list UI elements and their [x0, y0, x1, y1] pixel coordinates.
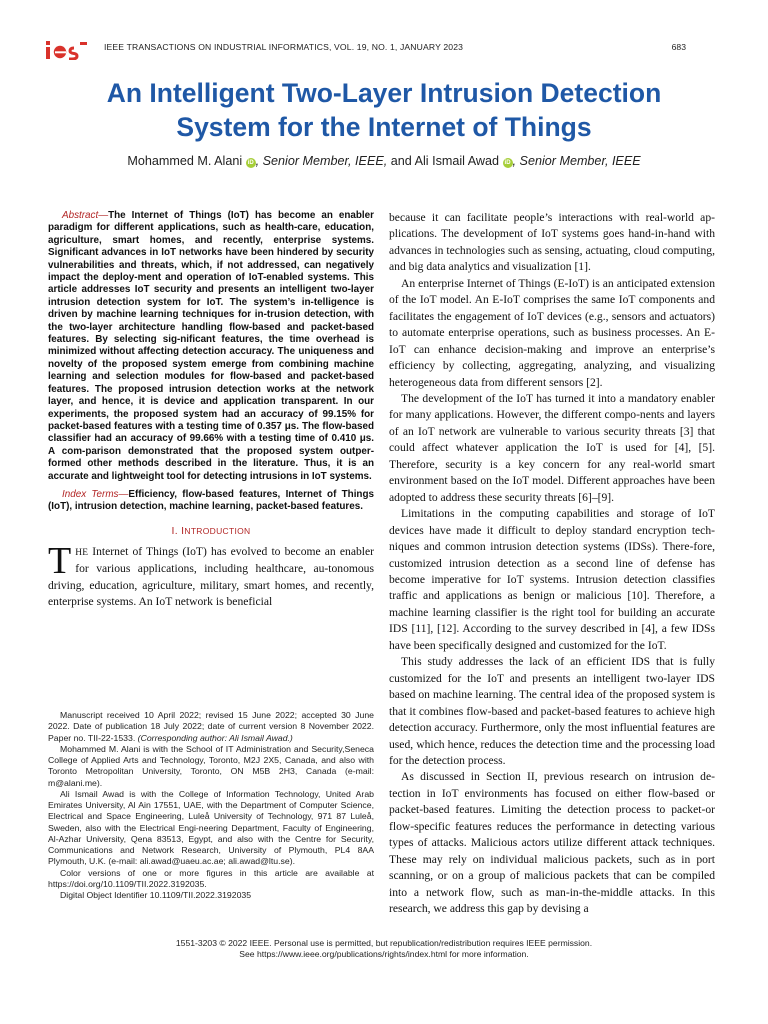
paragraph: As discussed in Section II, previous research on intrusion de-tection in IoT environments has focused on either flow-based or packet-based features. Limiting the detection process to packet-or flow-specific features reduces the performance in detecting various types of attacks. Malicious actors utilize different attack techniques. These may rely on individual malicious packets, such as in port scanning, or on a group of malicious packets that can be compiled into a network flow, such as man-in-the-middle attacks. In this research, we address this gap by devising a — [389, 770, 715, 916]
title-line-2: System for the Internet of Things — [176, 112, 592, 142]
author-conjunction: and — [387, 154, 415, 168]
author-name-2: Ali Ismail Awad — [414, 154, 500, 168]
title-line-1: An Intelligent Two-Layer Intrusion Detection — [106, 78, 662, 108]
intro-text: Internet of Things (IoT) has evolved to become an enabler for various applications, including healthcare, au-tonomous driving, education, agriculture, military, smart homes, and recently, enterprise systems. An IoT network is beneficial — [48, 544, 374, 609]
author-role-2: , Senior Member, IEEE — [512, 154, 641, 168]
paragraph: because it can facilitate people’s interactions with real-world ap-plications. The development of IoT systems goes hand-in-hand with advances in technologies such as sensing, actuating, cloud computing, and big data analytics and visualization [1]. — [389, 211, 715, 274]
copyright-line: 1551-3203 © 2022 IEEE. Personal use is permitted, but republication/redistribution requires IEEE permission. — [175, 938, 593, 948]
journal-name: IEEE TRANSACTIONS ON INDUSTRIAL INFORMATICS, VOL. 19, NO. 1, JANUARY 2023 — [104, 42, 464, 52]
section-number: I. — [171, 524, 182, 537]
author-name-1: Mohammed M. Alani — [127, 154, 243, 168]
paragraph: The development of the IoT has turned it into a mandatory enabler for many applications. However, the different compo-nents and layers of an IoT network are vulnerable to various security threats [3] that could affect whatever application the IoT is used for [4], [5]. Therefore, security is a key concern for any real-world smart environment based on the IoT model. Different approaches have been adopted to address these security threats [6]–[9]. — [389, 391, 715, 504]
footnote-manuscript — [48, 710, 374, 744]
left-column — [48, 210, 374, 611]
first-page-footnote — [48, 710, 374, 901]
drop-cap: T — [48, 539, 72, 582]
abstract-label: Abstract— — [62, 210, 109, 221]
section-title-initial: I — [181, 524, 185, 537]
orcid-icon[interactable]: iD — [247, 160, 254, 166]
index-terms-label: Index Terms— — [62, 488, 129, 500]
footnote-doi: Digital Object Identifier 10.1109/TII.2022.3192035 — [60, 890, 252, 900]
footnote-color-versions: Color versions of one or more figures in this article are available at https://doi.org/10.1109/TII.2022.3192035. — [48, 867, 374, 889]
index-terms-text: Efficiency, flow-based features, Internet of Things (IoT), intrusion detection, machine learning, packet-based features. — [48, 488, 374, 513]
paper-title — [40, 76, 728, 144]
section-heading — [48, 525, 374, 537]
ies-logo — [46, 40, 88, 60]
index-terms — [48, 489, 374, 514]
footnote-affiliation-2: Ali Ismail Awad is with the College of Information Technology, United Arab Emirates University, Al Ain 17551, UAE, with the Department of Computer Science, Electrical and Space Engineering, Luleå University of Technology, 971 87 Luleå, Sweden, also with the Electrical Engi-neering Department, Faculty of Engineering, Al-Azhar University, Qena 83513, Egypt, and also with the Centre for Security, Communications and Network Research, University of Plymouth, PL4 8AA Plymouth, U.K. (e-mail: ali.awad@uaeu.ac.ae; ali.awad@ltu.se). — [48, 788, 374, 867]
rights-link[interactable]: See https://www.ieee.org/publications/rights/index.html for more information. — [239, 949, 529, 959]
paragraph: This study addresses the lack of an efficient IDS that is fully customized for the IoT and presents an intelligent two-layer IDS based on machine learning. The central idea of the proposed system is that it combines flow-based and packet-based features to achieve high detection accuracy. Furthermore, only the most influential features are used, which hence, reduces the detection time and the processing load for the detection process. — [389, 655, 715, 767]
copyright-footer — [0, 938, 768, 960]
footnote-dates: Manuscript received 10 April 2022; revised 15 June 2022; accepted 30 June 2022. Date of publication 18 July 2022; date of current version 8 November 2022. Paper no. TII-22-1533. — [48, 710, 374, 743]
intro-paragraph — [48, 539, 374, 611]
right-column — [389, 210, 715, 917]
paragraph: Limitations in the computing capabilities and storage of IoT devices have made it difficult to deploy standard encryption tech-niques and common intrusion detection systems (IDSs). There-fore, customized intrusion detection as a second line of defense has become imperative for IoT systems. Intrusion detection classifies traffic and applications as benign or malicious [10]. Therefore, a machine learning classifier is the right tool for building an accurate IDS [11], [12]. According to the survey described in [4], a few IDSs have been specifically designed and customized for the IoT. — [389, 507, 715, 652]
abstract-text: The Internet of Things (IoT) has become an enabler paradigm for different applications, such as health-care, education, agriculture, smart homes, and recently, enterprise systems. Significant advances in IoT networks have been hindered by security vulnerabilities and threats, which, if not addressed, can negatively impact the deploy-ment and operation of IoT-enabled systems. This article addresses IoT security and presents an intelligent two-layer intrusion detection system for IoT. The system’s in-telligence is driven by machine learning techniques for in-trusion detection, with the two-layer architecture handling flow-based and packet-based features. By selecting sig-nificant features, the time overhead is minimized without affecting detection accuracy. The uniqueness and novelty of the proposed system emerge from combining machine learning and selection modules for flow-based and packet-based features. The proposed intrusion detection works at the network layer, and hence, it is device and application transparent. In our experiments, the proposed system had an accuracy of 99.15% for packet-based features with a testing time of 0.357 μs. The flow-based classifier had an accuracy of 99.66% with a testing time of 0.410 μs. A com-parison demonstrated that the proposed system outper-formed other methods described in the literature. Thus, it is an accurate and lightweight tool for detecting intrusions in IoT systems. — [48, 210, 374, 482]
orcid-icon[interactable]: iD — [504, 160, 511, 166]
author-role-1: , Senior Member, IEEE, — [255, 154, 388, 168]
intro-smallcaps: HE — [75, 547, 89, 558]
author-line — [40, 154, 728, 168]
paragraph: An enterprise Internet of Things (E-IoT) is an anticipated extension of the IoT model. An E-IoT comprises the same IoT components and facilitates the engagement of IoT devices (e.g., sensors and actuators) to automate enterprise operations, such as business processes. An E-IoT can enhance decision-making and improve an enterprise’s efficiency by collecting, aggregating, analyzing, and visualizing heterogeneous data from different sensors [2]. — [389, 276, 715, 389]
corresponding-author: (Corresponding author: Ali Ismail Awad.) — [137, 732, 293, 743]
section-title-rest: NTRODUCTION — [184, 525, 251, 536]
abstract — [48, 210, 374, 483]
footnote-affiliation-1: Mohammed M. Alani is with the School of IT Administration and Security,Seneca College of Applied Arts and Technology, Toronto, M2J 2X5, Canada, and also with Toronto Metropolitan University, Toronto, ON M5B 2H3, Canada (e-mail: m@alani.me). — [48, 743, 374, 788]
running-header — [46, 40, 686, 56]
page-number: 683 — [671, 42, 686, 52]
